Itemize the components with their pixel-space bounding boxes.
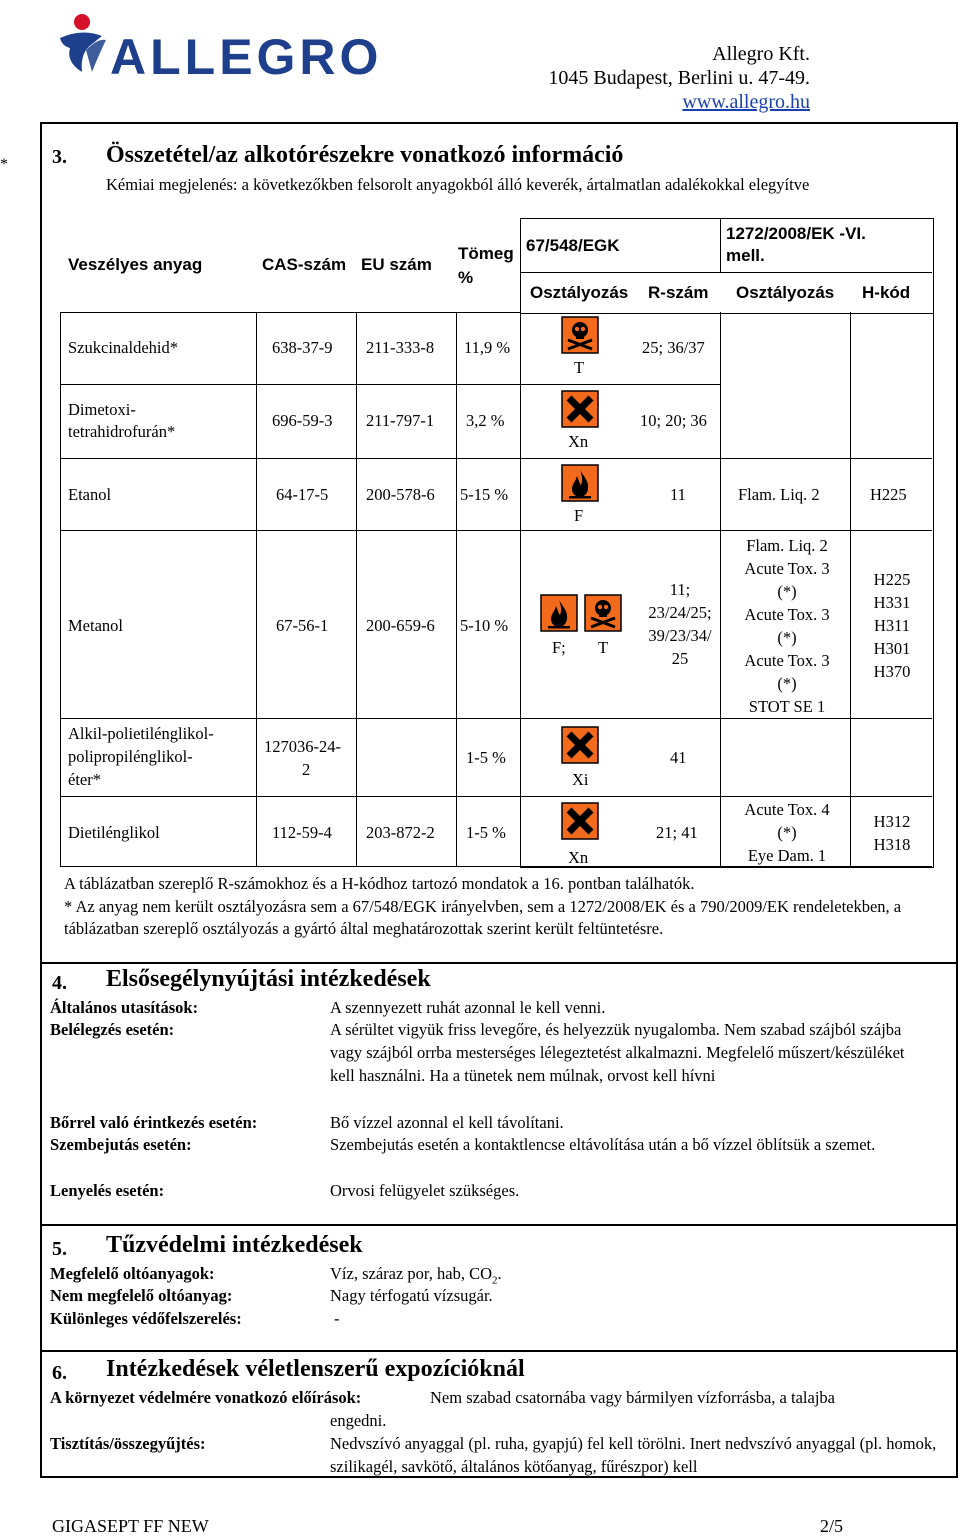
row4-clp-8: STOT SE 1 (748, 697, 826, 716)
row5-cas-l1: 127036-24- (264, 737, 341, 756)
toxic-skull-icon (584, 594, 622, 632)
margin-change-mark: * (0, 156, 8, 173)
suitable-media-label: Megfelelő oltóanyagok: (50, 1264, 215, 1283)
row3-substance: Etanol (68, 485, 112, 504)
irritant-cross-icon (561, 726, 599, 764)
section5-title: Tűzvédelmi intézkedések (106, 1232, 363, 1258)
footer-page-number: 2/5 (820, 1516, 844, 1536)
inhalation-text: A sérültet vigyük friss levegőre, és helyezzük nyugalomba. Nem szabad szájból szájba vagy szájból orrba mesterséges lélegeztetést alkalmazni. Megfelelő műszert/készüléket kell használni. Ha a tünetek nem múlnak, orvost kell hívni (330, 1020, 905, 1085)
row4-clp-1: Flam. Liq. 2 (746, 536, 828, 555)
col-header-substance: Veszélyes anyag (68, 255, 203, 274)
col-header-class2: Osztályozás (736, 283, 835, 302)
inhalation-label: Belélegzés esetén: (50, 1020, 175, 1039)
company-info (548, 42, 810, 114)
section-divider (40, 962, 958, 964)
row3-eu: 200-578-6 (366, 485, 435, 504)
row3-rnum: 11 (670, 485, 686, 504)
row4-rnum-2: 23/24/25; (648, 603, 712, 622)
row6-symbol: Xn (568, 848, 589, 867)
col-header-mass-unit: % (458, 268, 474, 287)
row1-eu: 211-333-8 (366, 338, 435, 357)
section3-intro: Kémiai megjelenés: a következőkben felsorolt anyagokból álló keverék, ártalmatlan adalékokkal elegyítve (106, 175, 810, 194)
section6-title: Intézkedések véletlenszerű expozícióknál (106, 1356, 525, 1382)
company-name: Allegro Kft. (712, 43, 810, 65)
row6-clp-2: (*) (777, 823, 797, 842)
row4-mass: 5-10 % (460, 616, 509, 635)
general-text: A szennyezett ruhát azonnal le kell venni. (330, 998, 606, 1017)
section-divider (40, 1224, 958, 1226)
row6-rnum: 21; 41 (656, 823, 698, 842)
row6-cas: 112-59-4 (272, 823, 332, 842)
footer-product-name: GIGASEPT FF NEW (52, 1516, 209, 1536)
row6-substance: Dietilénglikol (68, 823, 160, 842)
row4-clp-4: Acute Tox. 3 (744, 605, 830, 624)
row6-eu: 203-872-2 (366, 823, 435, 842)
row4-hcode-2: H331 (873, 593, 911, 612)
col-header-class1: Osztályozás (530, 283, 629, 302)
row4-symbol-t: T (598, 638, 609, 657)
harmful-cross-icon (561, 802, 599, 840)
skin-contact-label: Bőrrel való érintkezés esetén: (50, 1113, 258, 1132)
environmental-text-l2: engedni. (330, 1411, 387, 1430)
col-header-reg1272: 1272/2008/EK -VI. (726, 224, 866, 243)
company-website-link[interactable]: www.allegro.hu (682, 91, 810, 113)
general-label: Általános utasítások: (50, 998, 199, 1017)
cleanup-label: Tisztítás/összegyűjtés: (50, 1434, 206, 1453)
col-header-dir67: 67/548/EGK (526, 236, 620, 255)
unsuitable-media-label: Nem megfelelő oltóanyag: (50, 1286, 233, 1305)
row5-mass: 1-5 % (466, 748, 506, 767)
col-header-rnum: R-szám (648, 283, 709, 302)
col-header-cas: CAS-szám (262, 255, 347, 274)
col-header-hcode: H-kód (862, 283, 911, 302)
environmental-label: A környezet védelmére vonatkozó előírások: (50, 1388, 362, 1407)
row2-rnum: 10; 20; 36 (640, 411, 707, 430)
row5-rnum: 41 (670, 748, 687, 767)
skin-contact-text: Bő vízzel azonnal el kell távolítani. (330, 1113, 564, 1132)
table-note: A táblázatban szereplő R-számokhoz és a H-kódhoz tartozó mondatok a 16. pontban találhatók. (64, 874, 695, 893)
eye-contact-label: Szembejutás esetén: (50, 1135, 192, 1154)
row4-clp-7: (*) (777, 674, 797, 693)
asterisk-note: * Az anyag nem került osztályozásra sem a 67/548/EGK irányelvben, sem a 1272/2008/EK és a 790/2009/EK rendeletekben, a táblázatban szereplő osztályozás a gyártó által meghatározottak szerint került feltüntetésre. (64, 897, 902, 938)
row5-substance-l3: éter* (68, 770, 101, 789)
row6-clp-1: Acute Tox. 4 (744, 800, 830, 819)
row1-rnum: 25; 36/37 (642, 338, 705, 357)
cleanup-text: Nedvszívó anyaggal (pl. ruha, gyapjú) fel kell törölni. Inert nedvszívó anyaggal (pl. homok, szilikagél, savkötő, általános kötőanyag, fűrészpor) kell (330, 1434, 937, 1476)
flammable-flame-icon (540, 594, 578, 632)
section4-title: Elsősegélynyújtási intézkedések (106, 966, 431, 992)
row1-cas: 638-37-9 (272, 338, 333, 357)
unsuitable-media-text: Nagy térfogatú vízsugár. (330, 1286, 493, 1305)
row4-clp-5: (*) (777, 628, 797, 647)
row4-hcode-3: H311 (873, 616, 911, 635)
row4-cas: 67-56-1 (276, 616, 329, 635)
row6-mass: 1-5 % (466, 823, 506, 842)
row4-substance: Metanol (68, 616, 123, 635)
flammable-flame-icon (561, 464, 599, 502)
row2-symbol: Xn (568, 432, 589, 451)
row1-symbol: T (574, 358, 585, 377)
row1-mass: 11,9 % (464, 338, 511, 357)
row5-substance-l2: polipropilénglikol- (68, 747, 193, 766)
row2-cas: 696-59-3 (272, 411, 333, 430)
row3-cas: 64-17-5 (276, 485, 329, 504)
row3-hcode: H225 (870, 485, 907, 504)
row4-clp-3: (*) (777, 582, 797, 601)
environmental-text-l1: Nem szabad csatornába vagy bármilyen vízforrásba, a talajba (430, 1388, 835, 1407)
row6-hcode-1: H312 (873, 812, 911, 831)
toxic-skull-icon (561, 316, 599, 354)
row4-clp-6: Acute Tox. 3 (744, 651, 830, 670)
row2-eu: 211-797-1 (366, 411, 435, 430)
eye-contact-text: Szembejutás esetén a kontaktlencse eltávolítása után a bő vízzel öblítsük a szemet. (330, 1135, 876, 1154)
row4-symbol-f: F; (552, 638, 566, 657)
row4-rnum-1: 11; (669, 580, 691, 599)
section5-number: 5. (52, 1238, 67, 1260)
section4-number: 4. (52, 972, 67, 994)
row3-clp: Flam. Liq. 2 (738, 485, 820, 504)
section3-number: 3. (52, 146, 67, 168)
row6-clp-3: Eye Dam. 1 (747, 846, 827, 865)
row6-hcode-2: H318 (873, 835, 911, 854)
ingestion-text: Orvosi felügyelet szükséges. (330, 1181, 520, 1200)
company-address: 1045 Budapest, Berlini u. 47-49. (548, 67, 810, 89)
row4-hcode-4: H301 (873, 639, 911, 658)
row2-substance-l2: tetrahidrofurán* (68, 422, 176, 441)
row4-hcode-1: H225 (873, 570, 911, 589)
row4-eu: 200-659-6 (366, 616, 435, 635)
harmful-cross-icon (561, 390, 599, 428)
row1-substance: Szukcinaldehid* (68, 338, 178, 357)
row4-clp-2: Acute Tox. 3 (744, 559, 830, 578)
row4-hcode-5: H370 (873, 662, 911, 681)
row5-cas-l2: 2 (302, 760, 311, 779)
row4-rnum-3: 39/23/34/ (648, 626, 712, 645)
row4-rnum-4: 25 (671, 649, 689, 668)
row3-mass: 5-15 % (460, 485, 509, 504)
row5-substance-l1: Alkil-polietilénglikol- (68, 724, 214, 743)
ingestion-label: Lenyelés esetén: (50, 1181, 165, 1200)
row2-substance-l1: Dimetoxi- (68, 400, 136, 419)
section6-number: 6. (52, 1362, 67, 1384)
logo-wordmark: ALLEGRO (110, 29, 383, 85)
row3-symbol: F (574, 506, 584, 525)
protective-equipment-label: Különleges védőfelszerelés: (50, 1309, 242, 1328)
row5-symbol: Xi (572, 770, 589, 789)
section3-title: Összetétel/az alkotórészekre vonatkozó információ (106, 142, 624, 168)
section-divider (40, 1350, 958, 1352)
col-header-eu: EU szám (361, 255, 432, 274)
col-header-reg1272-annex: mell. (726, 246, 765, 265)
col-header-mass: Tömeg (458, 244, 514, 263)
suitable-media-text: Víz, száraz por, hab, $CO_2$. (330, 1264, 502, 1287)
row2-mass: 3,2 % (466, 411, 505, 430)
protective-equipment-text: - (334, 1309, 340, 1328)
